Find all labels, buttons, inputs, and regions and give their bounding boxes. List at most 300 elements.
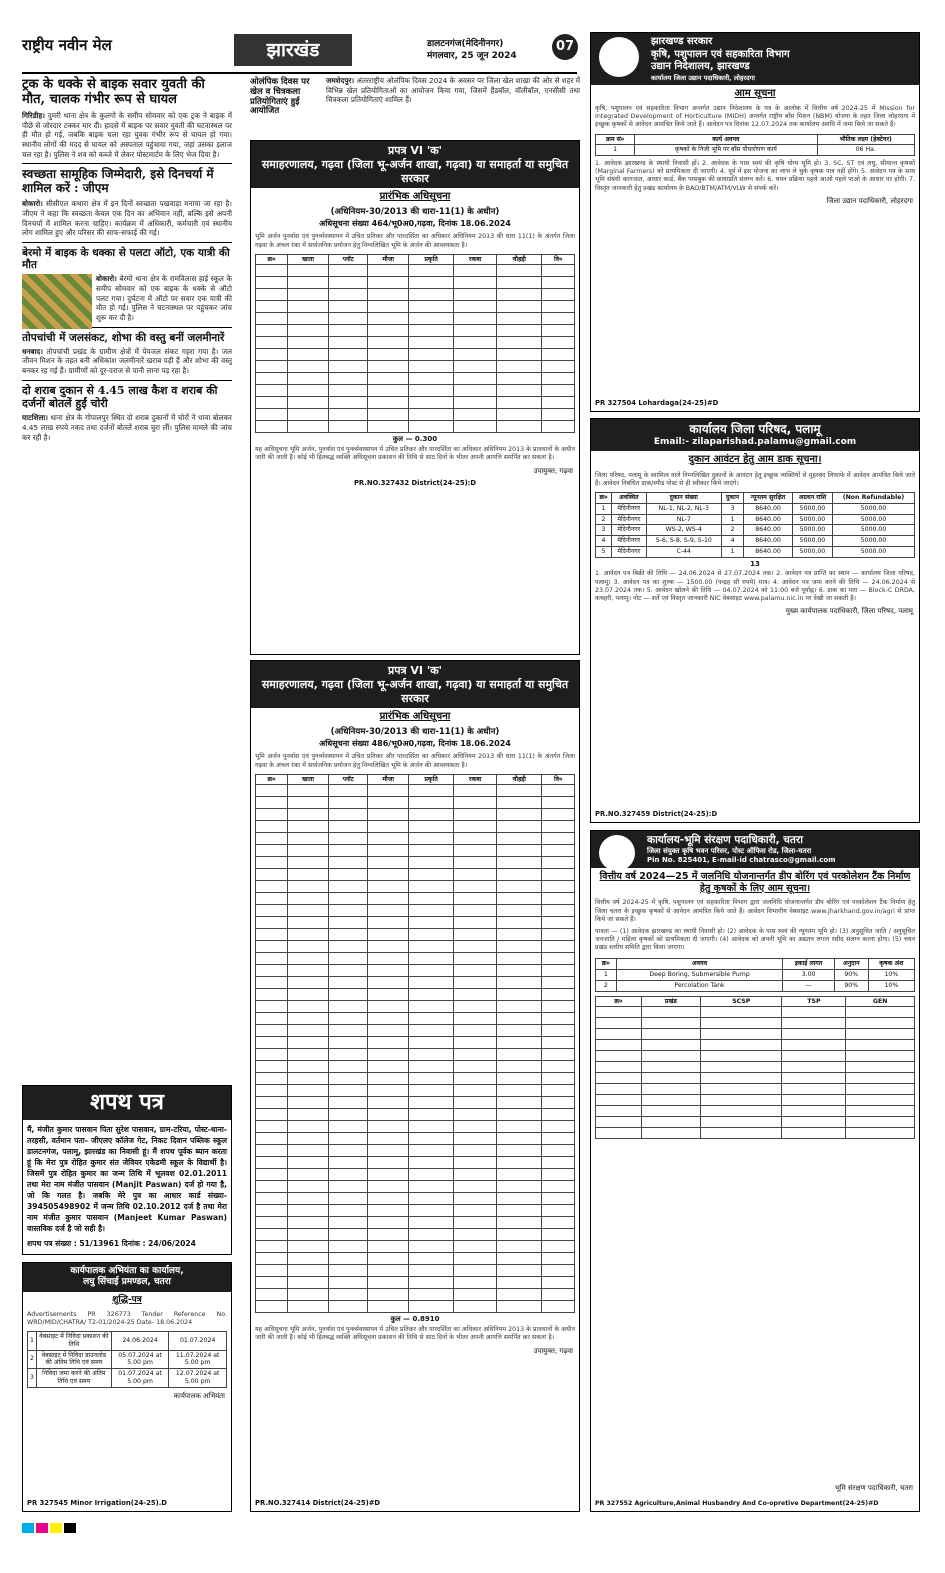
acq-cell (542, 1253, 575, 1265)
acq-cell (454, 277, 497, 289)
sc-block-cell (782, 1051, 846, 1062)
acq-cell (256, 1217, 288, 1229)
acq-row (256, 1037, 575, 1049)
zp-cell: 5000.00 (833, 503, 915, 514)
acq-cell (287, 893, 328, 905)
sc-block-row (596, 1084, 915, 1095)
acq-cell (542, 301, 575, 313)
acq-cell (454, 1241, 497, 1253)
acq-row (256, 1205, 575, 1217)
acq-cell (256, 385, 288, 397)
acq-cell (256, 941, 288, 953)
acq-cell (368, 905, 409, 917)
sc-header (591, 831, 919, 868)
zp-row (596, 546, 915, 557)
sc-block-row (596, 1007, 915, 1018)
acq-cell (287, 1169, 328, 1181)
acq-cell (368, 857, 409, 869)
sc-block-cell (596, 1073, 642, 1084)
acq-cell (329, 1253, 368, 1265)
acq-total: कुल — 0.300 (392, 435, 438, 444)
acq-cell (454, 421, 497, 433)
acq-cell (542, 277, 575, 289)
acq-cell (454, 1109, 497, 1121)
acq-cell (454, 325, 497, 337)
acq-cell (454, 1025, 497, 1037)
acq-office (251, 661, 579, 708)
divider (22, 163, 232, 164)
sc-block-table: क्र० प्रखंड SCSP TSP GEN (595, 996, 915, 1140)
acq-cell (497, 1097, 542, 1109)
acq-row (256, 325, 575, 337)
acq-row (256, 797, 575, 809)
acq-cell (368, 989, 409, 1001)
acq-cell (497, 1001, 542, 1013)
zp-cell: 1 (721, 546, 743, 557)
acq-office-name: समाहरणालय, गढ़वा (जिला भू-अर्जन शाखा, गढ़वा) या समाहर्ता या समुचित सरकार (261, 677, 569, 705)
acq-cell (497, 1205, 542, 1217)
acq-cell (542, 1157, 575, 1169)
acq-cell (497, 989, 542, 1001)
acq-cell (497, 881, 542, 893)
acq-cell (408, 1097, 453, 1109)
acq-notice-no: अधिसूचना संख्या 486/भू0अ0,गढ़वा, दिनांक 18.06.2024 (319, 739, 511, 749)
affidavit-text: मैं, मंजीत कुमार पासवान पिता सुरेश पासवान, ग्राम-टरिया, पोस्ट-थाना- तरहसी, वर्तमान पता- जीएलए कॉलेज गेट, निकट दिवान पब्लिक स्कूल डालटनगंज, पलामू, झारखंड का निवासी हूं। मैं शपथ पूर्वक ब्यान करता हूं कि मेरा पुत्र रोहित कुमार संत जेवियर एकेडमी स्कूल के विद्यार्थी है। जिसमें पुत्र रोहित कुमार का जन्म तिथि में भूलवश 02.01.2011 तथा मेरा नाम मंजीत पासवान (Manjit Paswan) दर्ज हो गया है, जो कि गलत है। जबकि मेरे पुत्र का आधार कार्ड संख्या- 394505498902 में जन्म तिथि 02.10.2012 दर्ज है तथा मेरा नाम मंजीत कुमार पासवान (Manjeet Kumar Paswan) वास्तविक दर्ज है जो सही है। (27, 1124, 227, 1233)
land-acquisition-notice-1 (250, 140, 580, 655)
acq-cell (287, 857, 328, 869)
irrigation-pr: PR 327545 Minor Irrigation(24-25).D (27, 1498, 167, 1507)
acq-cell (408, 1013, 453, 1025)
news-lead: घाटशिला। (22, 413, 48, 423)
acq-cell (287, 1229, 328, 1241)
acq-cell (256, 977, 288, 989)
acq-cell (454, 881, 497, 893)
news-lead: धनबाद। (22, 346, 43, 356)
acq-cell (408, 397, 453, 409)
acq-cell (408, 1277, 453, 1289)
acq-table-2: क्र० खाता प्लॉट मौजा प्रकृति रकबा चौहद्दी वि० (255, 774, 575, 1314)
acq-cell (287, 409, 328, 421)
acq-cell (287, 1181, 328, 1193)
acq-cell (408, 1145, 453, 1157)
acq-cell (287, 1289, 328, 1301)
acq-cell (497, 1109, 542, 1121)
acq-cell (497, 977, 542, 989)
acq-cell (329, 977, 368, 989)
horti-body: कृषि, पशुपालन एवं सहकारिता विभाग अन्तर्गत उद्यान निदेशालय के पत्र के आलोक में वित्तीय वर्ष 2024-25 में Mission for Integrated Development of Horticulture (MIDH) अन्तर्गत राष्ट्रीय बाँस मिशन (NBM) योजना के तहत जिला लोहरदगा में इच्छुक कृषकों से आवेदन आमंत्रित किये जाते हैं। आवेदन पत्र दिनांक 12.07.2024 तक कार्यालय अवधि में जमा किये जा सकते हैं। (595, 105, 915, 129)
sc-block-row (596, 1018, 915, 1029)
sc-website: www.jharkhand.gov.in/agri (811, 907, 895, 915)
sc-row: 2 Percolation Tank — 90% 10% (596, 980, 915, 991)
sc-signoff: भूमि संरक्षण पदाधिकारी, चतरा (834, 1484, 913, 1493)
acq-row (256, 785, 575, 797)
acq-cell (287, 1253, 328, 1265)
acq-cell (454, 289, 497, 301)
divider (22, 242, 232, 243)
acq-cell (542, 1229, 575, 1241)
acq-cell (368, 1205, 409, 1217)
acq-cell (497, 1025, 542, 1037)
acq-cell (329, 1133, 368, 1145)
acq-cell (368, 1061, 409, 1073)
acq-cell (287, 301, 328, 313)
acq-title: प्रारंभिक अधिसूचना (379, 711, 451, 723)
acq-cell (454, 1157, 497, 1169)
acq-row (256, 1193, 575, 1205)
sc-block-cell (846, 1029, 915, 1040)
acq-cell (368, 301, 409, 313)
news-lead: गिरिडीह। (22, 110, 45, 120)
acq-cell (256, 265, 288, 277)
acq-cell (368, 421, 409, 433)
acq-cell (542, 929, 575, 941)
acq-cell (329, 1229, 368, 1241)
acq-cell (542, 385, 575, 397)
acq-cell (408, 917, 453, 929)
acq-cell (368, 373, 409, 385)
acq-cell (542, 1241, 575, 1253)
acq-cell (454, 1049, 497, 1061)
acq-cell (497, 1217, 542, 1229)
corrigendum-title: शुद्धि-पत्र (112, 1294, 142, 1305)
horti-cell: 1 (596, 145, 635, 156)
acq-cell (329, 821, 368, 833)
acq-cell (368, 385, 409, 397)
acq-cell (454, 785, 497, 797)
acq-cell (542, 349, 575, 361)
acq-cell (256, 785, 288, 797)
acq-cell (408, 1301, 453, 1313)
acq-cell (256, 845, 288, 857)
corrigendum-cell: 2 (28, 1350, 37, 1369)
acq-row (256, 1085, 575, 1097)
acq-cell (408, 797, 453, 809)
acq-cell (454, 1013, 497, 1025)
acq-cell (368, 977, 409, 989)
acq-cell (329, 361, 368, 373)
acq-cell (256, 1205, 288, 1217)
acq-cell (287, 845, 328, 857)
sc-block-cell (782, 1018, 846, 1029)
acq-cell (497, 265, 542, 277)
zp-cell: C-44 (646, 546, 721, 557)
acq-cell (256, 1265, 288, 1277)
page-number: 07 (552, 34, 578, 60)
acq-cell (542, 1301, 575, 1313)
irrigation-head1: कार्यपालक अभियंता का कार्यालय, (70, 1266, 184, 1276)
acq-cell (256, 1229, 288, 1241)
accident-photo (22, 274, 92, 329)
acq-cell (454, 845, 497, 857)
acq-cell (497, 929, 542, 941)
acq-row (256, 385, 575, 397)
sc-block-cell (846, 1106, 915, 1117)
acq-table-1: क्र० खाता प्लॉट मौजा प्रकृति रकबा चौहद्दी वि० (255, 254, 575, 434)
acq-cell (497, 1145, 542, 1157)
acq-cell (542, 845, 575, 857)
acq-cell (329, 289, 368, 301)
acq-form: प्रपत्र VI 'क' (387, 144, 443, 157)
acq-form: प्रपत्र VI 'क' (387, 664, 443, 677)
acq-cell (408, 1265, 453, 1277)
acq-row (256, 809, 575, 821)
acq-cell (329, 1025, 368, 1037)
zp-cell: 8640.00 (744, 536, 793, 547)
acq-cell (287, 1205, 328, 1217)
acq-cell (542, 917, 575, 929)
corrigendum-cell: 11.07.2024 at 5.00 pm (169, 1350, 227, 1369)
acq-cell (287, 1193, 328, 1205)
acq-cell (287, 1265, 328, 1277)
acq-cell (454, 833, 497, 845)
acq-cell (408, 845, 453, 857)
acq-cell (408, 1181, 453, 1193)
acq-act: (अधिनियम-30/2013 की धारा-11(1) के अधीन) (330, 726, 500, 737)
acq-cell (287, 1085, 328, 1097)
zila-parishad-notice (590, 418, 920, 823)
acq-cell (454, 893, 497, 905)
acq-cell (368, 893, 409, 905)
acq-cell (256, 361, 288, 373)
acq-cell (287, 1121, 328, 1133)
acq-cell (368, 1073, 409, 1085)
acq-cell (497, 1133, 542, 1145)
acq-cell (408, 301, 453, 313)
acq-cell (542, 265, 575, 277)
acq-row (256, 1145, 575, 1157)
acq-cell (287, 1145, 328, 1157)
acq-cell (329, 1157, 368, 1169)
acq-cell (368, 265, 409, 277)
sc-block-cell (641, 1128, 700, 1139)
acq-cell (408, 833, 453, 845)
acq-cell (256, 289, 288, 301)
acq-cell (287, 421, 328, 433)
sc-block-cell (641, 1062, 700, 1073)
acq-row (256, 869, 575, 881)
acq-cell (368, 809, 409, 821)
acq-cell (542, 1073, 575, 1085)
acq-cell (454, 1205, 497, 1217)
acq-row (256, 1013, 575, 1025)
acq-cell (408, 421, 453, 433)
sc-block-cell (846, 1040, 915, 1051)
acq-row (256, 953, 575, 965)
acq-cell (287, 1097, 328, 1109)
acq-cell (287, 1217, 328, 1229)
acq-intro: भूमि अर्जन पुनर्वास एवं पुनर्व्यवस्थापन में उचित प्रतिकर और पारदर्शिता का अधिकार अधिनियम 2013 की धारा 11(1) के अंतर्गत जिला गढ़वा के अंचल रंका में सार्वजनिक प्रयोजन हेतु निम्नलिखित भूमि के अर्जन की आवश्यकता है। (255, 233, 575, 249)
acq-cell (368, 397, 409, 409)
acq-cell (497, 373, 542, 385)
acq-cell (497, 1037, 542, 1049)
acq-cell (256, 797, 288, 809)
acq-cell (497, 1301, 542, 1313)
acq-cell (329, 809, 368, 821)
sc-block-row (596, 1040, 915, 1051)
acq-cell (368, 1133, 409, 1145)
acq-cell (329, 1277, 368, 1289)
acq-cell (329, 905, 368, 917)
news-lead: बोकारो। (96, 274, 117, 284)
acq-cell (408, 1205, 453, 1217)
acq-cell (287, 797, 328, 809)
acq-cell (454, 929, 497, 941)
acq-cell (454, 965, 497, 977)
irrigation-head2: लघु सिंचाई प्रमण्डल, चतरा (83, 1277, 171, 1288)
acq-cell (542, 989, 575, 1001)
acq-cell (497, 965, 542, 977)
acq-cell (542, 869, 575, 881)
acq-cell (329, 833, 368, 845)
acq-cell (329, 845, 368, 857)
acq-cell (497, 1253, 542, 1265)
acq-cell (256, 857, 288, 869)
acq-cell (256, 421, 288, 433)
sc-block-cell (641, 1040, 700, 1051)
acq-cell (368, 941, 409, 953)
acq-cell (368, 289, 409, 301)
acq-cell (287, 373, 328, 385)
acq-cell (542, 941, 575, 953)
zp-intro: जिला परिषद, पलामू के स्वामित्व वाले निम्नलिखित दुकानों के आवंटन हेतु इच्छुक व्यक्तियों से मुहरबंद लिफाफे में आवेदन आमंत्रित किये जाते हैं। आवेदन निबंधित डाक/स्पीड पोस्ट से ही स्वीकार किये जाएंगे। (595, 471, 915, 487)
acq-cell (256, 337, 288, 349)
horti-head1: झारखण्ड सरकार (651, 36, 713, 47)
acq-cell (497, 1013, 542, 1025)
sc-block-cell (782, 1029, 846, 1040)
acq-cell (542, 1121, 575, 1133)
news-body: गिरिडीह। दुमरी थाना क्षेत्र के कुलगो के समीप सोमवार को एक ट्रक ने बाइक में पीछे से जोरदार टक्कर मार दी। हादसे में बाइक पर सवार युवती की घटनास्थल पर ही मौत हो गई, जबकि बाइक चला रहा युवक गंभीर रूप से घायल हो गया। स्थानीय लोगों की मदद से घायल को अस्पताल पहुंचाया गया, जहां उसका इलाज चल रहा है। पुलिस ने शव को कब्जे में लेकर पोस्टमार्टम के लिए भेज दिया है। (22, 110, 232, 159)
zp-office: कार्यालय जिला परिषद, पलामू (689, 422, 821, 436)
acq-cell (542, 337, 575, 349)
acq-cell (454, 1289, 497, 1301)
acq-cell (329, 325, 368, 337)
acq-row (256, 905, 575, 917)
zp-cell: मेदिनीनगर (612, 536, 647, 547)
acq-cell (408, 1169, 453, 1181)
acq-cell (454, 1061, 497, 1073)
acq-row (256, 313, 575, 325)
zp-cell: 5000.00 (833, 514, 915, 525)
acq-cell (287, 325, 328, 337)
acq-cell (454, 1037, 497, 1049)
acq-cell (408, 313, 453, 325)
acq-cell (542, 1217, 575, 1229)
horti-title: आम सूचना (734, 87, 776, 99)
acq-cell (408, 977, 453, 989)
corrigendum-cell: वेबसाइट में निविदा प्रकाशन की तिथि (36, 1332, 111, 1351)
sc-block-cell (782, 1106, 846, 1117)
acq-cell (497, 313, 542, 325)
acq-cell (287, 1301, 328, 1313)
acq-cell (497, 917, 542, 929)
sc-block-cell (782, 1117, 846, 1128)
zp-cell: 4 (596, 536, 612, 547)
acq-cell (256, 929, 288, 941)
acq-cell (454, 313, 497, 325)
zp-cell: 3 (721, 503, 743, 514)
sc-block-cell (701, 1106, 782, 1117)
acq-cell (256, 1133, 288, 1145)
acq-cell (454, 409, 497, 421)
acq-cell (368, 869, 409, 881)
acq-cell (287, 977, 328, 989)
acq-cell (408, 1025, 453, 1037)
acq-cell (256, 1073, 288, 1085)
acq-row (256, 289, 575, 301)
acq-cell (497, 869, 542, 881)
affidavit-footer: शपथ पत्र संख्या : 51/13961 दिनांक : 24/06/2024 (27, 1238, 196, 1248)
acq-pr: PR.NO.327432 District(24-25):D (353, 479, 477, 488)
acq-cell (542, 965, 575, 977)
acq-cell (497, 1265, 542, 1277)
acq-cell (329, 1061, 368, 1073)
sc-block-cell (596, 1084, 642, 1095)
acq-pr: PR.NO.327414 District(24-25)#D (255, 1498, 381, 1507)
sc-block-cell (846, 1095, 915, 1106)
acq-cell (368, 325, 409, 337)
zp-cell: 4 (721, 536, 743, 547)
sc-block-cell (641, 1018, 700, 1029)
sc-block-cell (641, 1084, 700, 1095)
acq-row (256, 1277, 575, 1289)
acq-cell (256, 1277, 288, 1289)
acq-row (256, 1121, 575, 1133)
sc-block-cell (641, 1095, 700, 1106)
irrigation-office (23, 1263, 231, 1292)
acq-body: यह अधिसूचना भूमि अर्जन, पुनर्वास एवं पुनर्व्यवस्थापन में उचित प्रतिकर और पारदर्शिता का अधिकार अधिनियम 2013 के प्रावधानों के अधीन जारी की जाती है। कोई भी हितबद्ध व्यक्ति अधिसूचना प्रकाशन की तिथि से साठ दिनों के भीतर अपनी आपत्ति समर्पित कर सकता है। (255, 446, 575, 462)
zp-row (596, 514, 915, 525)
acq-cell (408, 1241, 453, 1253)
zp-cell: NL-7 (646, 514, 721, 525)
acq-cell (368, 1145, 409, 1157)
acq-cell (287, 313, 328, 325)
acq-cell (287, 1277, 328, 1289)
acq-row (256, 1073, 575, 1085)
acq-cell (329, 1037, 368, 1049)
zp-signoff: मुख्य कार्यपालक पदाधिकारी, जिला परिषद, पलामू (785, 607, 913, 616)
acq-cell (329, 1097, 368, 1109)
sc-block-cell (701, 1018, 782, 1029)
acq-cell (368, 1277, 409, 1289)
acq-cell (256, 1181, 288, 1193)
zp-cell: NL-1, NL-2, NL-3 (646, 503, 721, 514)
acq-office (251, 141, 579, 188)
acq-cell (329, 1217, 368, 1229)
acq-cell (454, 385, 497, 397)
horti-pr: PR 327504 Lohardaga(24-25)#D (595, 398, 719, 407)
sc-pin-email: Pin No. 825401, E-mail-id chatrasco@gmail.com (647, 855, 836, 864)
acq-cell (256, 1085, 288, 1097)
acq-cell (497, 1061, 542, 1073)
acq-cell (542, 881, 575, 893)
acq-cell (408, 893, 453, 905)
acq-cell (454, 797, 497, 809)
acq-cell (256, 1169, 288, 1181)
acq-cell (329, 1193, 368, 1205)
acq-cell (368, 361, 409, 373)
acq-total-value: 0.8910 (412, 1315, 440, 1324)
acq-cell (329, 385, 368, 397)
acq-cell (329, 1121, 368, 1133)
news-headline: स्वच्छता सामूहिक जिम्मेदारी, इसे दिनचर्या में शामिल करें : जीएम (22, 167, 214, 196)
zp-cell: 5000.00 (833, 546, 915, 557)
acq-cell (256, 409, 288, 421)
zp-cell: 2 (596, 514, 612, 525)
sc-block-cell (701, 1128, 782, 1139)
zp-col-head: दुकान संख्या (646, 493, 721, 504)
acq-cell (454, 1169, 497, 1181)
acq-cell (329, 1085, 368, 1097)
